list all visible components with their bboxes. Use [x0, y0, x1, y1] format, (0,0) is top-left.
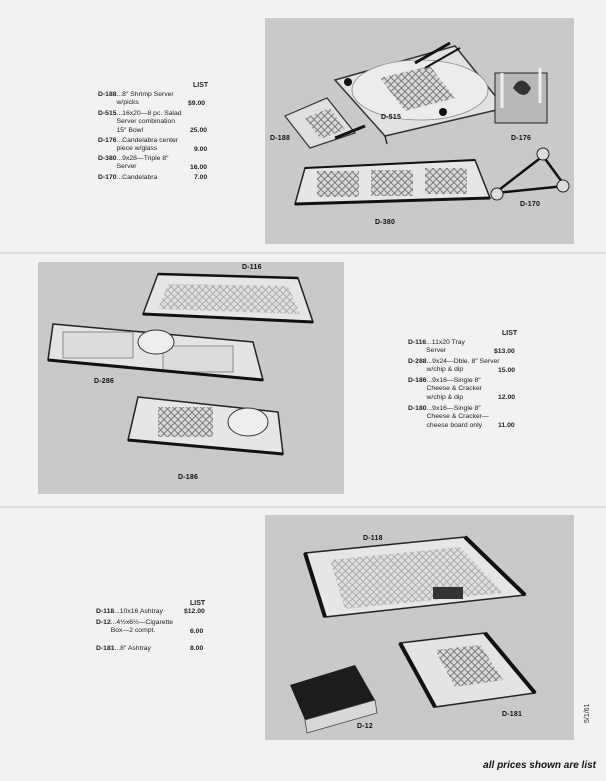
- item-code: D-186: [408, 377, 427, 384]
- item-code: D-380: [98, 155, 117, 162]
- photo-label: D-186: [178, 474, 199, 481]
- list-item: [408, 405, 520, 430]
- item-desc: ...9x16—Single 8″ Cheese & Cracker w/chip & dip: [426, 377, 483, 401]
- list-item: [96, 645, 208, 653]
- product-photo-illustration: [265, 18, 574, 244]
- price-list-middle: [408, 330, 520, 440]
- item-code: D-116: [408, 339, 427, 346]
- item-price: 9.00: [194, 146, 208, 153]
- list-item: [98, 174, 210, 182]
- item-desc: ...9x28—Triple 8″ Server: [116, 155, 169, 171]
- price-list-top: [98, 82, 210, 192]
- item-code: D-515: [98, 110, 117, 117]
- list-item: [98, 110, 210, 135]
- list-header: LIST: [190, 600, 206, 607]
- item-code: D-180: [408, 405, 427, 412]
- item-code: D-176: [98, 137, 117, 144]
- item-desc: ...8″ Ashtray: [114, 645, 151, 652]
- item-code: D-188: [98, 91, 117, 98]
- list-item: [96, 619, 208, 636]
- item-code: D-170: [98, 174, 117, 181]
- product-photo-illustration: [38, 262, 344, 494]
- product-photo-top: [265, 18, 574, 244]
- list-item: [98, 137, 210, 154]
- item-desc: ...4½x6½—Cigarette Box—2 compt.: [110, 619, 174, 635]
- item-desc: ...8″ Shrimp Server w/picks: [116, 91, 174, 107]
- list-item: [408, 339, 520, 356]
- item-price: 7.00: [194, 174, 208, 181]
- photo-label: D-181: [502, 711, 523, 718]
- product-photo-illustration: [265, 515, 574, 740]
- item-price: $9.00: [188, 100, 206, 107]
- list-item: [96, 608, 208, 616]
- item-price: 25.00: [190, 127, 208, 134]
- photo-label: D-515: [381, 114, 402, 121]
- item-desc: ...10x16 Ashtray: [114, 608, 163, 615]
- photo-label: D-176: [511, 135, 532, 142]
- photo-label: D-116: [242, 264, 262, 271]
- photo-label: D-380: [375, 219, 396, 226]
- photo-label: D-188: [270, 135, 291, 142]
- photo-label: D-170: [520, 201, 541, 208]
- item-price: 11.00: [498, 422, 515, 429]
- date-stamp: 5/1/61: [584, 703, 591, 723]
- item-desc: ...Candelabra: [116, 174, 158, 181]
- item-desc: ...16x20—8 pc. Salad Server combination 15″ Bowl: [116, 110, 182, 134]
- photo-label: D-286: [94, 378, 115, 385]
- item-price: $13.00: [494, 348, 515, 355]
- item-price: 6.00: [190, 628, 204, 635]
- list-item: [98, 91, 210, 108]
- list-header: LIST: [193, 82, 209, 89]
- item-price: $12.00: [184, 608, 205, 615]
- product-photo-bottom: [265, 515, 574, 740]
- item-code: D-181: [96, 645, 115, 652]
- item-price: 15.00: [498, 367, 516, 374]
- list-item: [408, 358, 520, 375]
- item-desc: ...Candelabra center piece w/glass: [116, 137, 179, 153]
- list-header: LIST: [502, 330, 518, 337]
- item-price: 8.00: [190, 645, 204, 652]
- product-photo-middle: [38, 262, 344, 494]
- item-code: D-118: [96, 608, 115, 615]
- footer-note: all prices shown are list: [483, 760, 596, 771]
- fold-line: [0, 506, 606, 508]
- item-code: D-288: [408, 358, 427, 365]
- item-price: 12.00: [498, 394, 516, 401]
- list-item: [98, 155, 210, 172]
- price-list-bottom: [96, 600, 208, 660]
- item-code: D-12: [96, 619, 111, 626]
- photo-label: D-118: [363, 535, 383, 542]
- item-price: 16.00: [190, 164, 208, 171]
- fold-line: [0, 252, 606, 254]
- list-item: [408, 377, 520, 402]
- item-desc: ...9x16—Single 8″ Cheese & Cracker— cheese board only: [426, 405, 489, 429]
- item-desc: ...11x20 Tray Server: [426, 339, 465, 355]
- photo-label: D-12: [357, 723, 373, 730]
- item-desc: ...9x24—Dble. 8″ Server w/chip & dip: [426, 358, 500, 374]
